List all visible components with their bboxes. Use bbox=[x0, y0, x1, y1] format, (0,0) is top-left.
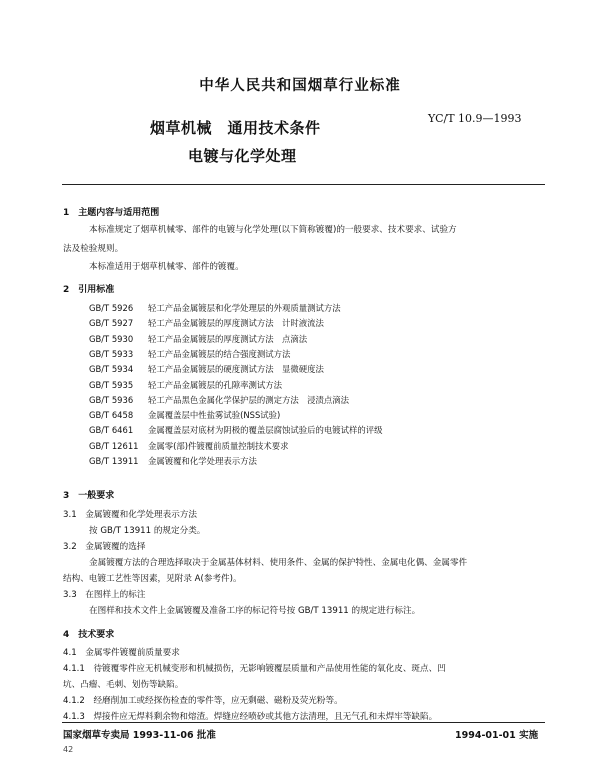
standard-item bbox=[89, 333, 307, 345]
section-4-1-title: 4.1 金属零件镀覆前质量要求 bbox=[63, 648, 180, 658]
standard-name-cell: 轻工产品金属镀层的厚度测试方法 点滴法 bbox=[148, 333, 308, 344]
header-divider bbox=[62, 184, 545, 185]
standard-item bbox=[89, 348, 290, 360]
standard-name-cell: 轻工产品金属镀层的硬度测试方法 显微硬度法 bbox=[148, 364, 324, 375]
section-4-1-1a: 4.1.1 待镀覆零件应无机械变形和机械损伤，无影响镀覆层质量和产品使用性能的氧化皮、斑点、凹 bbox=[63, 664, 446, 674]
standard-code-cell: GB/T 5933 bbox=[89, 348, 134, 359]
standard-code-cell: GB/T 5930 bbox=[89, 333, 134, 344]
standard-name-cell: 金属覆盖层对底材为阴极的覆盖层腐蚀试验后的电镀试样的评级 bbox=[148, 425, 383, 436]
standard-code-cell: GB/T 5935 bbox=[89, 379, 134, 390]
standard-item bbox=[89, 302, 341, 314]
section-1-title: 1 主题内容与适用范围 bbox=[63, 208, 160, 218]
section-3-2-title: 3.2 金属镀覆的选择 bbox=[63, 542, 146, 552]
standard-code-cell: GB/T 6458 bbox=[89, 410, 134, 421]
section-4-title: 4 技术要求 bbox=[63, 630, 115, 640]
standard-item bbox=[89, 379, 282, 391]
section-3-title: 3 一般要求 bbox=[63, 491, 115, 501]
standard-item bbox=[89, 363, 324, 375]
section-3-2-para-a: 金属镀覆方法的合理选择取决于金属基体材料、使用条件、金属的保护特性、金属电化偶、金属零件 bbox=[89, 558, 468, 568]
standard-item bbox=[89, 317, 324, 329]
approval-statement: 国家烟草专卖局 1993-11-06 批准 bbox=[63, 730, 216, 741]
standard-name-cell: 轻工产品金属镀层的厚度测试方法 计时液流法 bbox=[148, 318, 324, 329]
section-4-1-3: 4.1.3 焊接件应无焊料剩余物和熔渣。焊缝应经喷砂或其他方法清理，且无气孔和未焊牢等缺陷。 bbox=[63, 712, 438, 722]
page-number: 42 bbox=[63, 745, 74, 754]
section-1-para-2: 本标准适用于烟草机械零、部件的镀覆。 bbox=[89, 262, 244, 272]
standard-code: YC/T 10.9—1993 bbox=[428, 112, 522, 125]
section-3-1-title: 3.1 金属镀覆和化学处理表示方法 bbox=[63, 510, 197, 520]
standard-code-cell: GB/T 6461 bbox=[89, 425, 134, 436]
section-2-title: 2 引用标准 bbox=[63, 285, 115, 295]
standard-item bbox=[89, 409, 280, 421]
standard-code-cell: GB/T 5927 bbox=[89, 318, 134, 329]
standard-name-cell: 轻工产品金属镀层的结合强度测试方法 bbox=[148, 348, 291, 359]
standard-code-cell: GB/T 5926 bbox=[89, 303, 134, 313]
section-4-1-2: 4.1.2 经磨削加工或经探伤检查的零件等，应无剩磁、磁粉及荧光粉等。 bbox=[63, 696, 343, 706]
section-3-3-title: 3.3 在图样上的标注 bbox=[63, 590, 146, 600]
standard-code-cell: GB/T 5934 bbox=[89, 364, 134, 375]
standard-code-cell: GB/T 12611 bbox=[89, 440, 139, 451]
standard-name-cell: 金属覆盖层中性盐雾试验(NSS试验) bbox=[148, 410, 281, 421]
footer-divider bbox=[62, 722, 545, 723]
section-1-para-1b: 法及检验规则。 bbox=[63, 244, 124, 254]
title-line-2: 电镀与化学处理 bbox=[188, 147, 297, 165]
standard-item bbox=[89, 424, 383, 436]
effective-date: 1994-01-01 实施 bbox=[455, 730, 539, 741]
standard-item bbox=[89, 394, 349, 406]
title-line-1: 烟草机械 通用技术条件 bbox=[150, 119, 321, 137]
standard-name-cell: 金属镀覆和化学处理表示方法 bbox=[148, 456, 257, 466]
standard-code-cell: GB/T 13911 bbox=[89, 456, 139, 466]
standard-code-cell: GB/T 5936 bbox=[89, 394, 134, 405]
issuing-organization: 中华人民共和国烟草行业标准 bbox=[199, 78, 401, 94]
standard-name-cell: 轻工产品金属镀层的孔隙率测试方法 bbox=[148, 379, 282, 390]
section-1-para-1a: 本标准规定了烟草机械零、部件的电镀与化学处理(以下简称镀覆)的一般要求、技术要求、试验方 bbox=[89, 225, 457, 235]
section-3-1-para: 按 GB/T 13911 的规定分类。 bbox=[89, 526, 206, 536]
standard-name-cell: 轻工产品金属镀层和化学处理层的外观质量测试方法 bbox=[148, 303, 341, 313]
standard-item bbox=[89, 455, 257, 467]
standard-name-cell: 轻工产品黑色金属化学保护层的测定方法 浸渍点滴法 bbox=[148, 394, 349, 405]
section-4-1-1b: 坑、凸瘤、毛刺、划伤等缺陷。 bbox=[63, 680, 184, 690]
section-3-3-para: 在图样和技术文件上金属镀覆及准备工序的标记符号按 GB/T 13911 的规定进行标注。 bbox=[89, 606, 421, 616]
standard-name-cell: 金属零(部)件镀覆前质量控制技术要求 bbox=[148, 440, 289, 451]
section-3-2-para-b: 结构、电镀工艺性等因素，见附录 A(参考件)。 bbox=[63, 574, 242, 584]
standard-item bbox=[89, 440, 289, 452]
